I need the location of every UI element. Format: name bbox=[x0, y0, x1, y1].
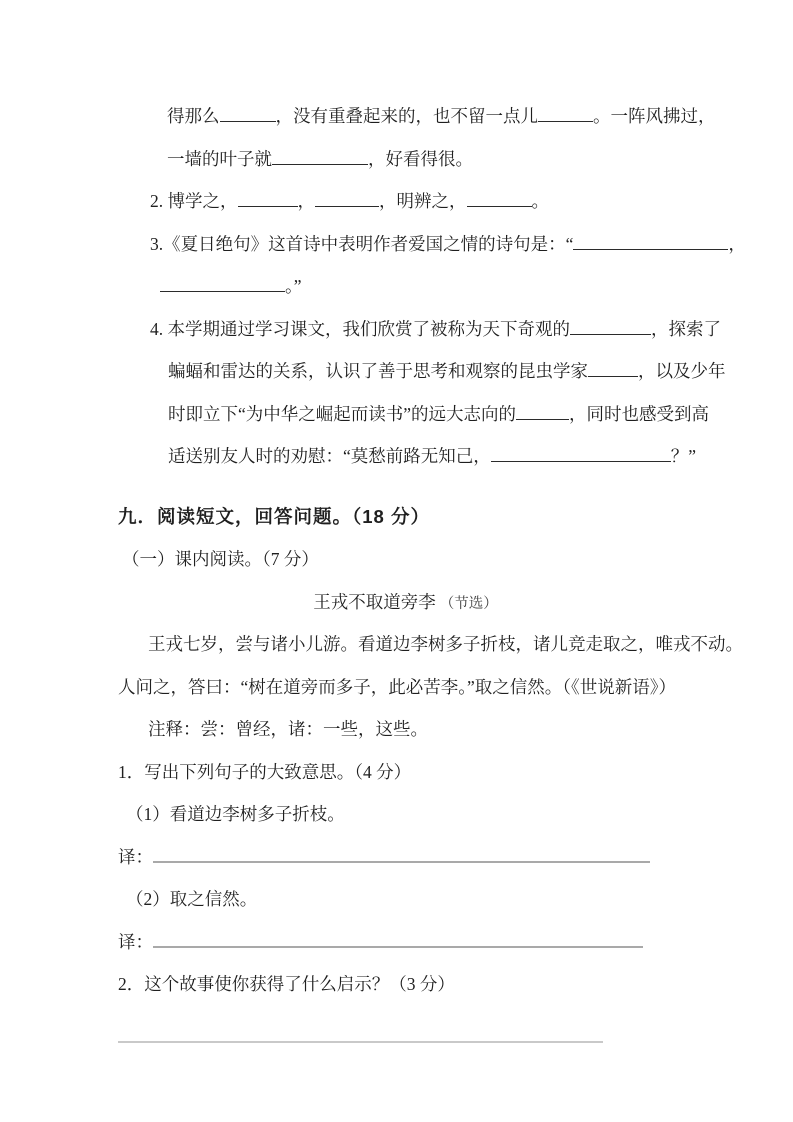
translate-line-2-text-0: 译： bbox=[118, 931, 153, 952]
passage-para-1-text-0: 王戎七岁，尝与诸小儿游。看道边李树多子折枝，诸儿竞走取之，唯戎不动。 bbox=[148, 634, 743, 654]
fill-in-blank bbox=[491, 446, 671, 462]
fill-item4-line4 bbox=[118, 435, 697, 478]
question-1-sub2 bbox=[118, 878, 693, 921]
fill-item4-line2-text-0: 蝙蝠和雷达的关系，认识了善于思考和观察的昆虫学家 bbox=[168, 361, 588, 381]
question-1-text-0: 1．写出下列句子的大致意思。（4 分） bbox=[118, 761, 412, 782]
fill-in-blank bbox=[272, 149, 368, 165]
part-1-subheading-text-0: （一）课内阅读。（7 分） bbox=[122, 549, 319, 569]
fill-item1-line1-text-4: 。一阵风拂过， bbox=[593, 106, 716, 126]
passage-note bbox=[118, 708, 693, 751]
fill-item4-line2-text-2: ，以及少年 bbox=[638, 361, 726, 381]
fill-item4-line3-text-2: ，同时也感受到高 bbox=[569, 403, 710, 424]
fill-item4-line3-text-0: 时即立下“为中华之崛起而读书”的远大志向的 bbox=[168, 403, 517, 424]
passage-note-text-0: 注释：尝：曾经，诸：一些，这些。 bbox=[148, 719, 428, 739]
fill-item2-text-6: 。 bbox=[531, 191, 549, 211]
fill-in-blank bbox=[570, 319, 651, 335]
passage-title-line bbox=[118, 581, 693, 624]
fill-in-blank bbox=[315, 191, 379, 207]
question-1 bbox=[118, 751, 693, 794]
fill-item4-line1-text-2: ，探索了 bbox=[651, 318, 721, 339]
fill-in-blank bbox=[516, 404, 569, 420]
fill-item4-line2 bbox=[118, 350, 726, 393]
fill-in-blank bbox=[538, 106, 593, 122]
passage-title-line-text-1: （节选） bbox=[439, 595, 498, 612]
question-2 bbox=[118, 963, 693, 1006]
translate-line-2 bbox=[118, 921, 693, 964]
fill-item1-line2-text-2: ，好看得很。 bbox=[368, 148, 473, 169]
question-2-text-0: 2．这个故事使你获得了什么启示？（3 分） bbox=[118, 974, 455, 994]
fill-item1-line1 bbox=[118, 95, 716, 138]
fill-item2 bbox=[118, 180, 693, 223]
fill-item2-text-0: 2. 博学之， bbox=[150, 191, 238, 211]
fill-item4-line4-text-2: ？” bbox=[670, 446, 697, 466]
passage-para-1 bbox=[118, 623, 743, 666]
fill-in-blank bbox=[238, 191, 298, 207]
fill-item2-text-4: ，明辨之， bbox=[379, 191, 467, 211]
answer-rule-line bbox=[118, 1026, 603, 1043]
passage-title-line-text-0: 王戎不取道旁李 bbox=[313, 591, 436, 612]
fill-item3-line2 bbox=[118, 265, 693, 308]
section-9-heading-text-0: 九．阅读短文，回答问题。（18 分） bbox=[118, 505, 430, 527]
answer-underline bbox=[153, 931, 643, 948]
section-9-heading bbox=[118, 496, 693, 539]
fill-item3-line1-text-0: 3.《夏日绝句》这首诗中表明作者爱国之情的诗句是：“ bbox=[150, 233, 574, 254]
part-1-subheading bbox=[118, 538, 693, 581]
fill-item4-line3 bbox=[118, 393, 710, 436]
fill-in-blank bbox=[467, 191, 532, 207]
translate-line-1 bbox=[118, 836, 693, 879]
answer-rule-row bbox=[118, 1016, 693, 1059]
passage-para-2-text-0: 人问之，答曰：“树在道旁而多子，此必苦李。”取之信然。（《世说新语》） bbox=[118, 676, 677, 697]
fill-in-blank bbox=[573, 234, 728, 250]
fill-item3-line1-text-2: ， bbox=[728, 233, 746, 254]
fill-item4-line1 bbox=[118, 308, 721, 351]
fill-item3-line1 bbox=[118, 223, 746, 266]
question-1-sub2-text-0: （2）取之信然。 bbox=[126, 889, 258, 909]
question-1-sub1 bbox=[118, 793, 693, 836]
fill-in-blank bbox=[160, 276, 285, 292]
fill-item1-line1-text-0: 得那么 bbox=[167, 106, 220, 126]
fill-in-blank bbox=[588, 361, 638, 377]
translate-line-1-text-0: 译： bbox=[118, 846, 153, 867]
fill-item3-line2-text-1: 。” bbox=[285, 276, 302, 296]
fill-item4-line4-text-0: 适送别友人时的劝慰：“莫愁前路无知己， bbox=[168, 446, 491, 466]
fill-item1-line2 bbox=[118, 138, 693, 181]
fill-item4-line1-text-0: 4. 本学期通过学习课文，我们欣赏了被称为天下奇观的 bbox=[150, 318, 570, 339]
fill-item1-line1-text-2: ，没有重叠起来的，也不留一点儿 bbox=[275, 106, 538, 126]
question-1-sub1-text-0: （1）看道边李树多子折枝。 bbox=[126, 804, 345, 824]
fill-item2-text-2: ， bbox=[297, 191, 315, 211]
answer-underline bbox=[153, 846, 650, 863]
passage-para-2 bbox=[118, 666, 693, 709]
fill-in-blank bbox=[220, 106, 276, 122]
fill-item1-line2-text-0: 一墙的叶子就 bbox=[167, 148, 272, 169]
